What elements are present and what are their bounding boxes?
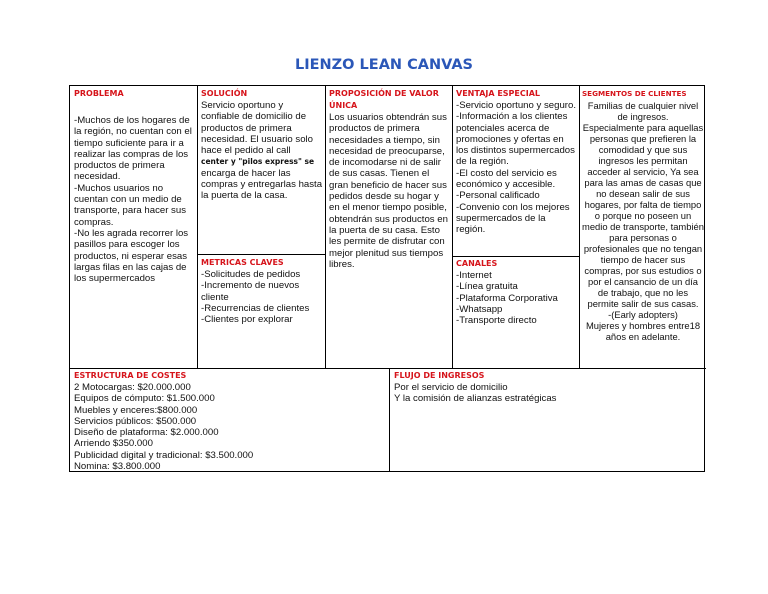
canales-item: -Whatsapp [456, 303, 503, 315]
segmentos-heading: SEGMENTOS DE CLIENTES [582, 89, 687, 98]
propuesta-block [329, 88, 450, 270]
canales-block [456, 258, 577, 326]
canales-item: -Transporte directo [456, 315, 537, 327]
ingresos-item: Y la comisión de alianzas estratégicas [394, 393, 557, 405]
metricas-item: -Solicitudes de pedidos [201, 269, 301, 280]
segmentos-block [582, 88, 704, 342]
ventaja-block [456, 88, 577, 236]
costes-item: Servicios públicos: $500.000 [74, 415, 197, 427]
divider [389, 368, 390, 472]
divider [452, 86, 453, 368]
ventaja-item: -Convenio con los mejores supermercados de la región. [456, 201, 570, 236]
metricas-block [201, 257, 323, 325]
propuesta-heading: PROPOSICIÓN DE VALOR ÚNICA [329, 89, 439, 110]
divider [325, 86, 326, 368]
problema-text: -Muchos de los hogares de la región, no cuentan con el tiempo suficiente para ir a realizar las compras de los productos de primera necesidad. -Muchos usuarios no cuentan con un medio de transporte, para hacer sus compras. -No les agrada recorrer los pasillos para escoger los productos, ni esperar esas largas filas en las cajas de los supermercados [74, 115, 192, 285]
costes-item: Publicidad digital y tradicional: $3.500.000 [74, 449, 254, 461]
divider [452, 256, 579, 257]
solucion-block [201, 88, 323, 202]
divider [579, 86, 580, 368]
costes-item: Diseño de plataforma: $2.000.000 [74, 427, 219, 439]
ventaja-item: -Información a los clientes potenciales acerca de promociones y ofertas en los distintos supermercados de la región. [456, 111, 575, 168]
metricas-item: -Recurrencias de clientes [201, 302, 310, 314]
costes-item: Muebles y enceres:$800.000 [74, 404, 198, 416]
ventaja-item: -El costo del servicio es económico y accesible. [456, 167, 557, 191]
solucion-text-a: Servicio oportuno y confiable de domicilio de productos de primera necesidad. El usuario solo hace el pedido al call [201, 100, 313, 157]
ventaja-heading: VENTAJA ESPECIAL [456, 89, 541, 98]
problema-heading: PROBLEMA [74, 89, 124, 98]
canales-heading: CANALES [456, 259, 498, 268]
metricas-item: -Clientes por explorar [201, 314, 293, 326]
problema-block [74, 88, 195, 284]
segmentos-text: Familias de cualquier nivel de ingresos. Especialmente para aquellas personas que prefieren la comodidad y que sus ingresos les permitan acceder al servicio, Ya sea para las amas de casas que no desean salir de sus hogares, por falta de tiempo o porque no poseen un medio de transporte, también para personas o profesionales que no tengan tiempo de hacer sus compras, por sus estudios o por el cansancio de un día de trabajo, que no les permite salir de sus casas. -(Early adopters) Mujeres y hombres entre18 años en adelante. [582, 100, 704, 342]
canales-item: -Internet [456, 270, 492, 281]
ventaja-item: -Personal calificado [456, 190, 540, 202]
ingresos-item: Por el servicio de domicilio [394, 382, 508, 393]
costes-item: Arriendo $350.000 [74, 438, 153, 450]
solucion-text-c: encarga de hacer las compras y entregarlas hasta la puerta de la casa. [201, 167, 323, 202]
solucion-heading: SOLUCIÓN [201, 89, 248, 98]
ingresos-block [394, 370, 702, 405]
solucion-text [201, 100, 323, 202]
costes-heading: ESTRUCTURA DE COSTES [74, 371, 187, 380]
costes-item: Equipos de cómputo: $1.500.000 [74, 393, 215, 405]
divider [70, 368, 706, 369]
canales-item: -Línea gratuita [456, 281, 518, 293]
divider [197, 254, 325, 255]
metricas-heading: METRICAS CLAVES [201, 258, 284, 267]
canales-item: -Plataforma Corporativa [456, 292, 558, 304]
ventaja-item: -Servicio oportuno y seguro. [456, 100, 576, 111]
lean-canvas [69, 85, 705, 472]
costes-block [74, 370, 386, 472]
metricas-item: -Incremento de nuevos cliente [201, 280, 300, 303]
ingresos-heading: FLUJO DE INGRESOS [394, 371, 485, 380]
costes-item: Nomina: $3.800.000 [74, 461, 161, 473]
solucion-text-b: center y "pilos express" se [201, 157, 315, 167]
divider [197, 86, 198, 368]
propuesta-text: Los usuarios obtendrán sus productos de primera necesidades a tiempo, sin necesidad de preocuparse, de incomodarse ni de salir de sus casas. Tienen el gran beneficio de hacer sus pedidos desde su hogar y en el menor tiempo posible, obtendrán sus productos en la puerta de su casa. Esto les permite de disfrutar con mejor plenitud sus tiempos libres. [329, 112, 448, 270]
page-title: LIENZO LEAN CANVAS [294, 57, 473, 73]
costes-item: 2 Motocargas: $20.000.000 [74, 382, 191, 393]
